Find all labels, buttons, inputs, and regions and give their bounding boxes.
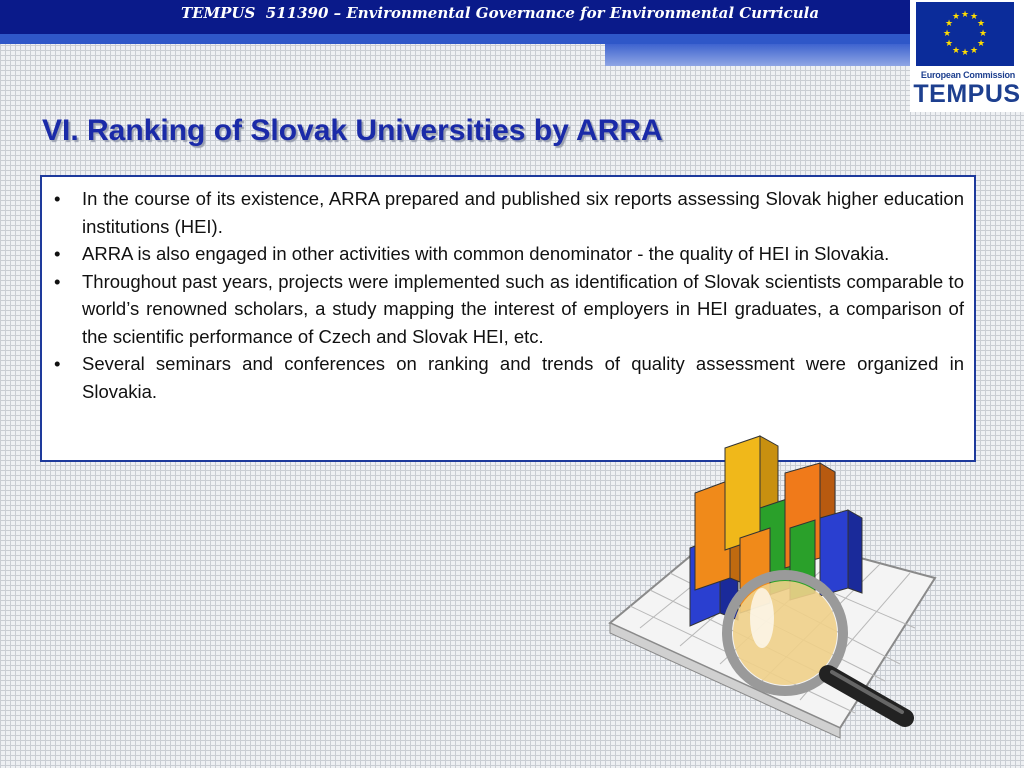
logo-word: TEMPUS <box>913 80 1021 108</box>
eu-flag-icon <box>916 2 1014 66</box>
tempus-logo <box>910 0 1024 112</box>
svg-text:★: ★ <box>960 48 970 58</box>
bullet-item <box>48 268 964 351</box>
bullet-item <box>48 185 964 240</box>
bar-chart-magnifier-icon <box>600 428 940 748</box>
svg-text:★: ★ <box>969 12 979 22</box>
bullet-dot: • <box>54 188 61 209</box>
bullet-text: In the course of its existence, ARRA prepared and published six reports assessing Slovak higher education institutions (HEI). <box>82 188 964 237</box>
svg-text:★: ★ <box>969 46 979 56</box>
bullet-dot: • <box>54 243 61 264</box>
svg-text:★: ★ <box>942 29 952 39</box>
svg-text:★: ★ <box>944 19 954 29</box>
svg-text:★: ★ <box>951 12 961 22</box>
bullet-item <box>48 350 964 405</box>
logo-caption: European Commission <box>920 70 1016 80</box>
bullet-list <box>48 185 964 405</box>
slide-title: VI. Ranking of Slovak Universities by ARRA <box>42 114 663 147</box>
svg-text:★: ★ <box>978 29 988 39</box>
header-title: TEMPUS 511390 – Environmental Governance for Environmental Curricula <box>180 4 820 22</box>
bullet-text: ARRA is also engaged in other activities with common denominator - the quality of HEI in Slovakia. <box>82 243 890 264</box>
content-box <box>40 175 976 462</box>
svg-text:★: ★ <box>960 10 970 20</box>
svg-text:★: ★ <box>951 46 961 56</box>
svg-text:★: ★ <box>976 39 986 49</box>
svg-text:★: ★ <box>944 39 954 49</box>
bullet-item <box>48 240 964 268</box>
bullet-dot: • <box>54 353 61 374</box>
bullet-dot: • <box>54 270 61 292</box>
bullet-text: Throughout past years, projects were implemented such as identification of Slovak scientists comparable to world’s renowned scholars, a study mapping the interest of employers in HEI graduates, a comparison of the scientific performance of Czech and Slovak HEI, etc. <box>82 270 964 347</box>
svg-text:★: ★ <box>976 19 986 29</box>
header-stripe-accent <box>605 44 910 66</box>
bullet-text: Several seminars and conferences on ranking and trends of quality assessment were organized in Slovakia. <box>82 353 964 402</box>
header-stripe <box>0 34 910 44</box>
